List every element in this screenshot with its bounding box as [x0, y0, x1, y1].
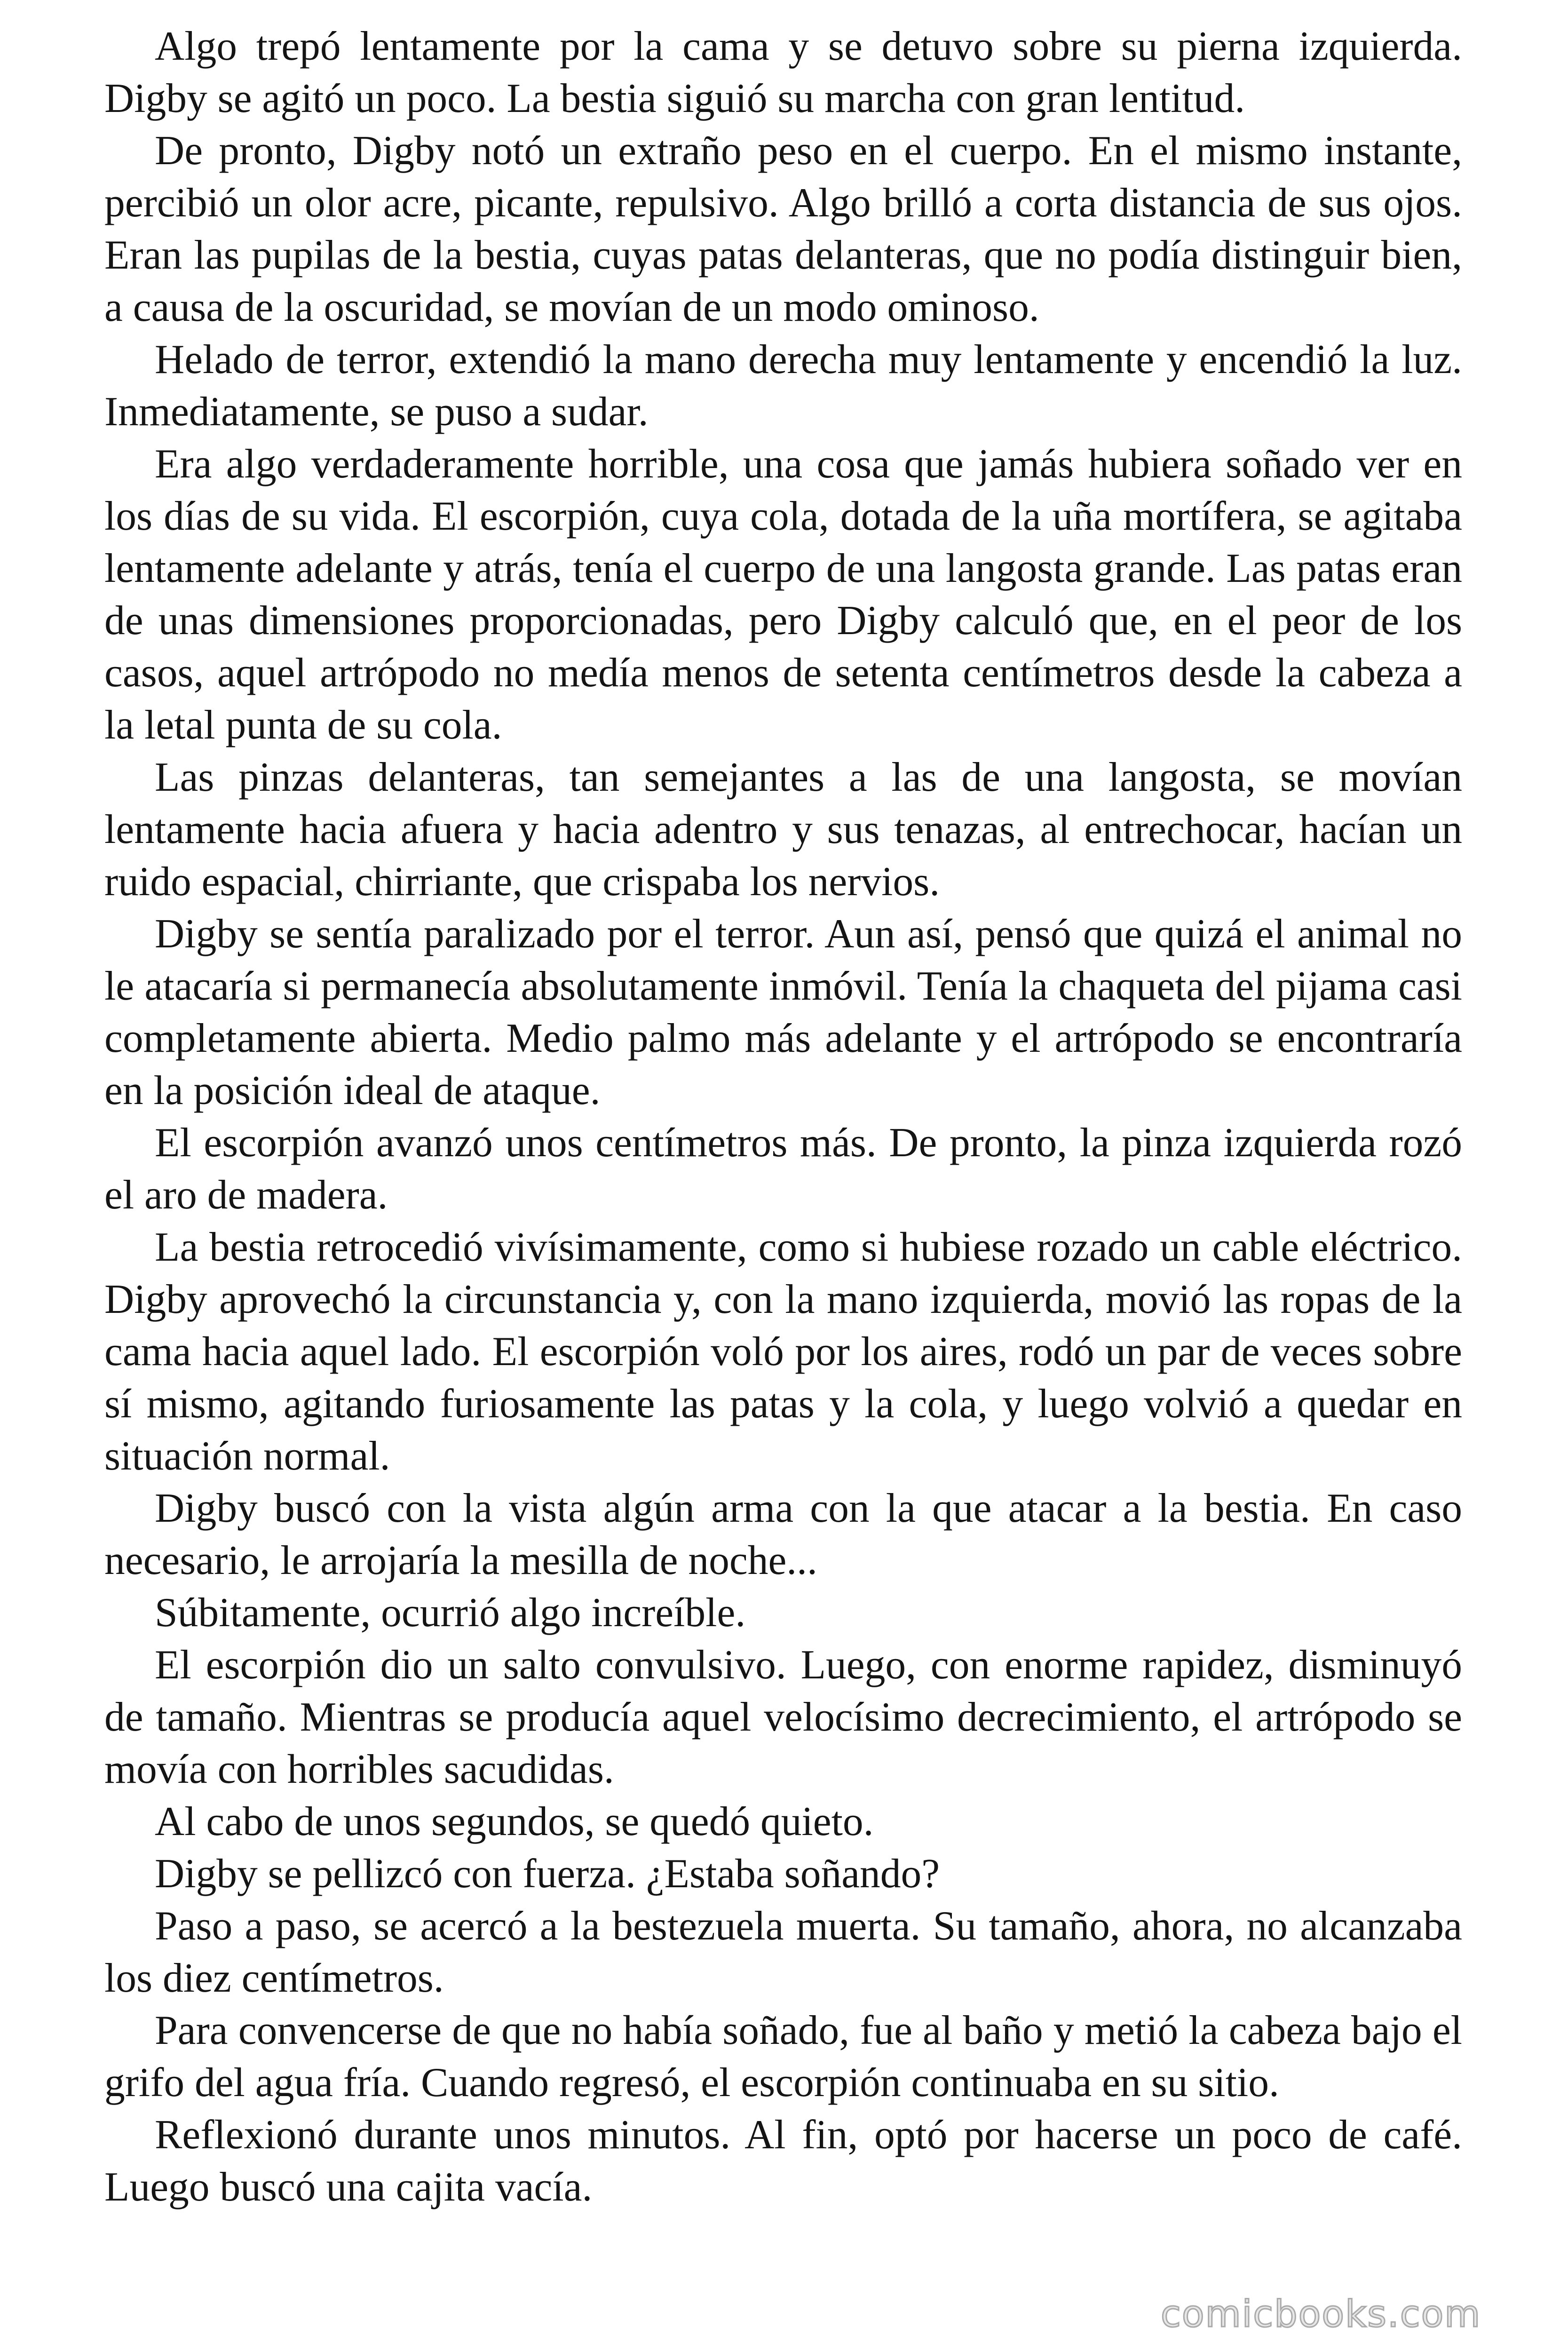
paragraph-4: Era algo verdaderamente horrible, una cosa que jamás hubiera soñado ver en los días de su vida. El escorpión, cuya cola, dotada de la uña mortífera, se agitaba lentamente adelante y atrás, tenía el cuerpo de una langosta grande. Las patas eran de unas dimensiones proporcionadas, pero Digby calculó que, en el peor de los casos, aquel artrópodo no medía menos de setenta centímetros desde la cabeza a la letal punta de su cola. [104, 441, 1462, 747]
paragraph-7: El escorpión avanzó unos centímetros más. De pronto, la pinza izquierda rozó el aro de madera. [104, 1120, 1462, 1217]
paragraph-14: Paso a paso, se acercó a la bestezuela muerta. Su tamaño, ahora, no alcanzaba los diez centímetros. [104, 1903, 1462, 2001]
paragraph-3: Helado de terror, extendió la mano derecha muy lentamente y encendió la luz. Inmediatamente, se puso a sudar. [104, 336, 1462, 434]
body-text [104, 20, 1462, 2213]
paragraph-8: La bestia retrocedió vivísimamente, como si hubiese rozado un cable eléctrico. Digby aprovechó la circunstancia y, con la mano izquierda, movió las ropas de la cama hacia aquel lado. El escorpión voló por los aires, rodó un par de veces sobre sí mismo, agitando furiosamente las patas y la cola, y luego volvió a quedar en situación normal. [104, 1224, 1462, 1478]
watermark: comicbooks.com [1161, 2293, 1481, 2336]
paragraph-1: Algo trepó lentamente por la cama y se detuvo sobre su pierna izquierda. Digby se agitó un poco. La bestia siguió su marcha con gran lentitud. [104, 23, 1462, 121]
paragraph-2: De pronto, Digby notó un extraño peso en el cuerpo. En el mismo instante, percibió un olor acre, picante, repulsivo. Algo brilló a corta distancia de sus ojos. Eran las pupilas de la bestia, cuyas patas delanteras, que no podía distinguir bien, a causa de la oscuridad, se movían de un modo ominoso. [104, 127, 1462, 330]
paragraph-16: Reflexionó durante unos minutos. Al fin, optó por hacerse un poco de café. Luego buscó una cajita vacía. [104, 2112, 1462, 2209]
paragraph-6: Digby se sentía paralizado por el terror. Aun así, pensó que quizá el animal no le atacaría si permanecía absolutamente inmóvil. Tenía la chaqueta del pijama casi completamente abierta. Medio palmo más adelante y el artrópodo se encontraría en la posición ideal de ataque. [104, 911, 1462, 1113]
paragraph-11: El escorpión dio un salto convulsivo. Luego, con enorme rapidez, disminuyó de tamaño. Mientras se producía aquel velocísimo decrecimiento, el artrópodo se movía con horribles sacudidas. [104, 1642, 1462, 1792]
paragraph-15: Para convencerse de que no había soñado, fue al baño y metió la cabeza bajo el grifo del agua fría. Cuando regresó, el escorpión continuaba en su sitio. [104, 2007, 1462, 2105]
paragraph-5: Las pinzas delanteras, tan semejantes a las de una langosta, se movían lentamente hacia afuera y hacia adentro y sus tenazas, al entrechocar, hacían un ruido espacial, chirriante, que crispaba los nervios. [104, 754, 1462, 904]
paragraph-9: Digby buscó con la vista algún arma con la que atacar a la bestia. En caso necesario, le arrojaría la mesilla de noche... [104, 1485, 1462, 1583]
paragraph-13: Digby se pellizcó con fuerza. ¿Estaba soñando? [155, 1851, 940, 1896]
paragraph-10: Súbitamente, ocurrió algo increíble. [155, 1589, 746, 1635]
paragraph-12: Al cabo de unos segundos, se quedó quieto. [155, 1798, 874, 1844]
